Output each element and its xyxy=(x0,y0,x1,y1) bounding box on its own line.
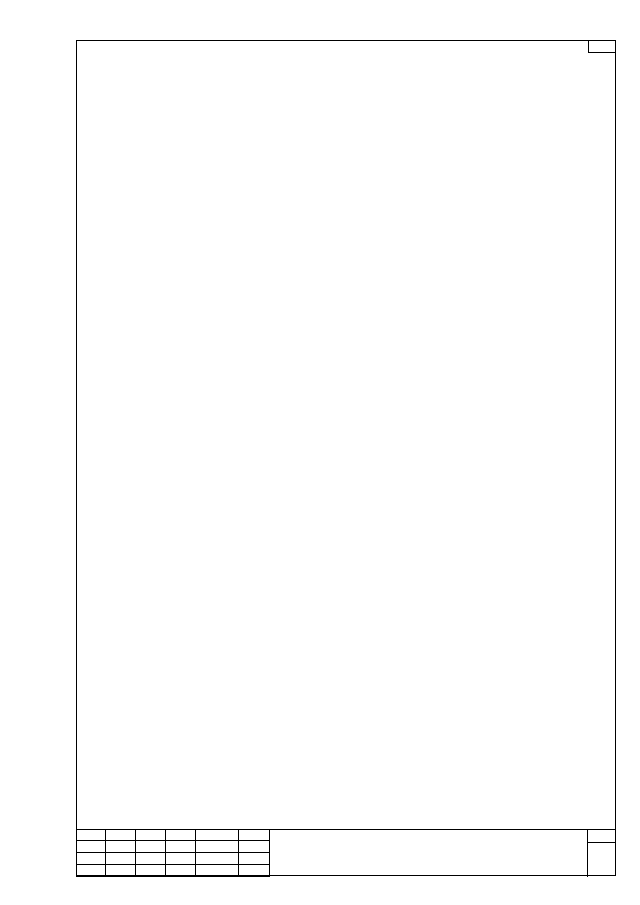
header-izm xyxy=(76,865,106,877)
header-list xyxy=(136,865,166,877)
side-stamp xyxy=(41,444,76,876)
change-number xyxy=(76,853,106,865)
title-block xyxy=(76,829,616,876)
header-data xyxy=(239,865,270,877)
document-code xyxy=(270,830,588,877)
header-koluch xyxy=(106,865,136,877)
drawing-frame xyxy=(76,40,616,876)
sheet-corner-number xyxy=(588,40,616,53)
header-ndok xyxy=(166,865,196,877)
sheet-number xyxy=(587,842,616,877)
year xyxy=(239,853,270,865)
header-podp xyxy=(196,865,239,877)
